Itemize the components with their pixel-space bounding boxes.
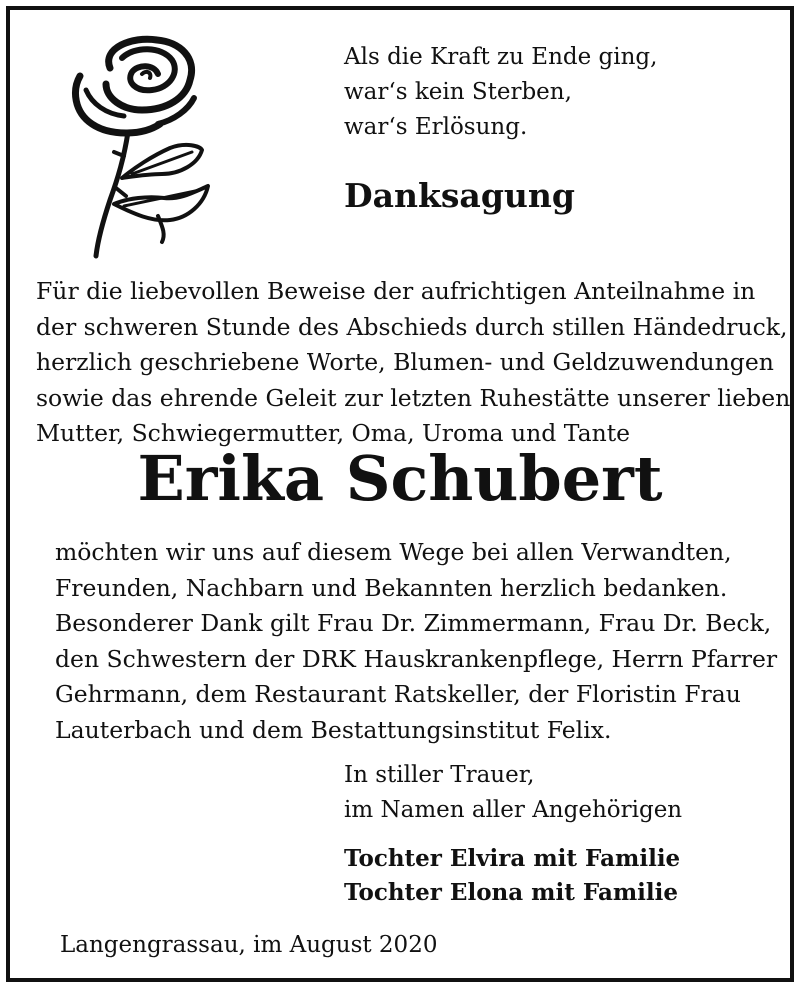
deceased-name: Erika Schubert bbox=[137, 442, 663, 515]
mourning-line: In stiller Trauer, bbox=[344, 762, 535, 788]
poem-line: Als die Kraft zu Ende ging, bbox=[344, 44, 658, 70]
place-date: Langengrassau, im August 2020 bbox=[60, 932, 438, 958]
mourning-line: im Namen aller Angehörigen bbox=[344, 797, 683, 823]
poem-line: war‘s Erlösung. bbox=[344, 114, 528, 140]
thanks-paragraph bbox=[55, 535, 777, 748]
intro-line: der schweren Stunde des Abschieds durch stillen Händedruck, bbox=[36, 312, 788, 341]
rose-icon bbox=[62, 28, 227, 263]
family-signature bbox=[344, 842, 680, 910]
intro-line: Mutter, Schwiegermutter, Oma, Uroma und Tante bbox=[36, 419, 631, 447]
intro-paragraph bbox=[36, 274, 790, 452]
thanks-line: Gehrmann, dem Restaurant Ratskeller, der Floristin Frau bbox=[55, 680, 741, 708]
thanks-line: möchten wir uns auf diesem Wege bei allen Verwandten, bbox=[55, 538, 732, 566]
thanks-line: den Schwestern der DRK Hauskrankenpflege, Herrn Pfarrer bbox=[55, 644, 778, 673]
poem-line: war‘s kein Sterben, bbox=[344, 79, 572, 105]
poem bbox=[344, 40, 657, 145]
thanks-line: Besonderer Dank gilt Frau Dr. Zimmermann, Frau Dr. Beck, bbox=[55, 609, 772, 637]
intro-line: Für die liebevollen Beweise der aufrichtigen Anteilnahme in bbox=[36, 277, 756, 305]
family-line: Tochter Elona mit Familie bbox=[344, 879, 679, 906]
thanks-line: Lauterbach und dem Bestattungsinstitut Felix. bbox=[55, 715, 612, 744]
family-line: Tochter Elvira mit Familie bbox=[344, 845, 681, 872]
mourning-note bbox=[344, 758, 682, 828]
intro-line: sowie das ehrende Geleit zur letzten Ruhestätte unserer lieben bbox=[36, 383, 791, 412]
intro-line: herzlich geschriebene Worte, Blumen- und Geldzuwendungen bbox=[36, 348, 774, 376]
thanks-line: Freunden, Nachbarn und Bekannten herzlich bedanken. bbox=[55, 573, 728, 602]
page-title: Danksagung bbox=[344, 176, 575, 215]
